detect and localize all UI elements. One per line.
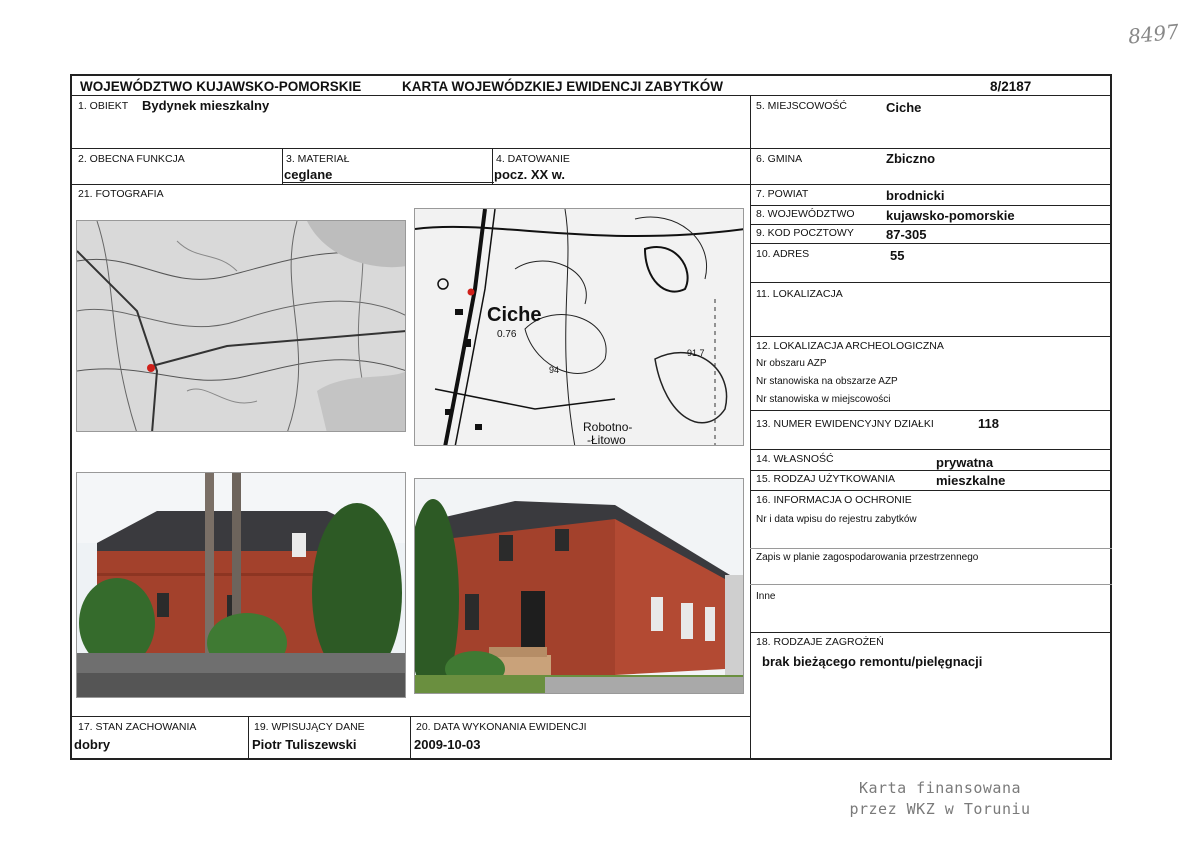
map-elevation-label: 91.7	[687, 348, 705, 358]
wpisujacy-value: Piotr Tuliszewski	[252, 737, 357, 752]
divider	[750, 184, 1112, 185]
card-number: 8/2187	[990, 79, 1032, 94]
stan-label: 17. STAN ZACHOWANIA	[78, 721, 197, 733]
wojewodztwo-value: kujawsko-pomorskie	[886, 208, 1015, 223]
data-value: 2009-10-03	[414, 737, 481, 752]
divider	[750, 336, 1112, 337]
dzialka-label: 13. NUMER EWIDENCYJNY DZIAŁKI	[756, 418, 934, 430]
zagrozenia-value: brak bieżącego remontu/pielęgnacji	[762, 654, 983, 669]
divider	[72, 95, 1112, 96]
adres-label: 10. ADRES	[756, 248, 810, 260]
lokalizacja-label: 11. LOKALIZACJA	[756, 288, 843, 300]
archeo-line: Nr obszaru AZP	[756, 358, 827, 369]
stan-value: dobry	[74, 737, 111, 752]
archeo-line: Nr stanowiska na obszarze AZP	[756, 376, 898, 387]
wlasnosc-label: 14. WŁASNOŚĆ	[756, 453, 834, 465]
map-elevation-label: 94	[549, 365, 560, 375]
building-photo-front	[414, 478, 744, 694]
divider	[72, 716, 750, 717]
divider	[750, 282, 1112, 283]
stamp-line: przez WKZ w Toruniu	[849, 800, 1031, 818]
gmina-value: Zbiczno	[886, 151, 936, 166]
map-village-label: Robotno-	[583, 420, 633, 434]
datowanie-label: 4. DATOWANIE	[496, 153, 570, 165]
building-photo-front-svg	[415, 479, 744, 694]
ochrona-line: Zapis w planie zagospodarowania przestrzennego	[756, 552, 979, 563]
map-village-label: -Łitowo	[587, 433, 626, 446]
fotografia-label: 21. FOTOGRAFIA	[78, 188, 164, 200]
divider	[750, 410, 1112, 411]
archeo-line: Nr stanowiska w miejscowości	[756, 394, 891, 405]
wojewodztwo-label: 8. WOJEWÓDZTWO	[756, 208, 855, 220]
archeo-label: 12. LOKALIZACJA ARCHEOLOGICZNA	[756, 340, 944, 352]
divider	[750, 224, 1112, 225]
divider	[750, 95, 751, 760]
wpisujacy-label: 19. WPISUJĄCY DANE	[254, 721, 365, 733]
powiat-label: 7. POWIAT	[756, 188, 809, 200]
divider	[410, 716, 411, 760]
map-photo-regional	[76, 220, 406, 432]
divider	[72, 148, 750, 149]
evidence-card	[70, 74, 1112, 760]
miejscowosc-value: Ciche	[886, 100, 922, 115]
divider	[248, 716, 249, 760]
obiekt-value: Bydynek mieszkalny	[142, 98, 270, 113]
divider	[750, 548, 1112, 549]
divider	[750, 148, 1112, 149]
divider	[72, 184, 750, 185]
kod-label: 9. KOD POCZTOWY	[756, 227, 854, 239]
funkcja-label: 2. OBECNA FUNKCJA	[78, 153, 185, 165]
dzialka-value: 118	[978, 416, 999, 431]
wlasnosc-value: prywatna	[936, 455, 994, 470]
divider	[750, 205, 1112, 206]
divider	[750, 584, 1112, 585]
header-region: WOJEWÓDZTWO KUJAWSKO-POMORSKIE	[80, 79, 362, 94]
map-regional-svg	[77, 221, 406, 432]
divider	[750, 449, 1112, 450]
building-photo-side-svg	[77, 473, 406, 698]
map-photo-local	[414, 208, 744, 446]
kod-value: 87-305	[886, 227, 927, 242]
funding-stamp	[840, 778, 1040, 820]
header-title: KARTA WOJEWÓDZKIEJ EWIDENCJI ZABYTKÓW	[402, 79, 723, 94]
material-value: ceglane	[284, 167, 333, 182]
zagrozenia-label: 18. RODZAJE ZAGROŻEŃ	[756, 636, 884, 648]
adres-value: 55	[890, 248, 905, 263]
divider	[492, 148, 493, 184]
uzytkowanie-label: 15. RODZAJ UŻYTKOWANIA	[756, 473, 896, 485]
material-label: 3. MATERIAŁ	[286, 153, 350, 165]
gmina-label: 6. GMINA	[756, 153, 803, 165]
powiat-value: brodnicki	[886, 188, 945, 203]
datowanie-value: pocz. XX w.	[494, 167, 566, 182]
divider	[750, 243, 1112, 244]
handwritten-number: 8497	[1126, 19, 1181, 49]
divider	[750, 470, 1112, 471]
ochrona-line: Nr i data wpisu do rejestru zabytków	[756, 514, 917, 525]
stamp-line: Karta finansowana	[858, 779, 1022, 797]
building-photo-side	[76, 472, 406, 698]
ochrona-label: 16. INFORMACJA O OCHRONIE	[756, 494, 912, 506]
data-label: 20. DATA WYKONANIA EWIDENCJI	[416, 721, 587, 733]
miejscowosc-label: 5. MIEJSCOWOŚĆ	[756, 100, 848, 112]
divider	[750, 632, 1112, 633]
obiekt-label: 1. OBIEKT	[78, 100, 129, 112]
divider	[282, 182, 494, 183]
uzytkowanie-value: mieszkalne	[936, 473, 1006, 488]
divider	[750, 490, 1112, 491]
ochrona-line: Inne	[756, 591, 776, 602]
divider	[282, 148, 283, 184]
map-local-svg	[415, 209, 744, 446]
map-place-label: Ciche	[487, 304, 542, 326]
map-elevation-label: 0.76	[497, 329, 517, 340]
